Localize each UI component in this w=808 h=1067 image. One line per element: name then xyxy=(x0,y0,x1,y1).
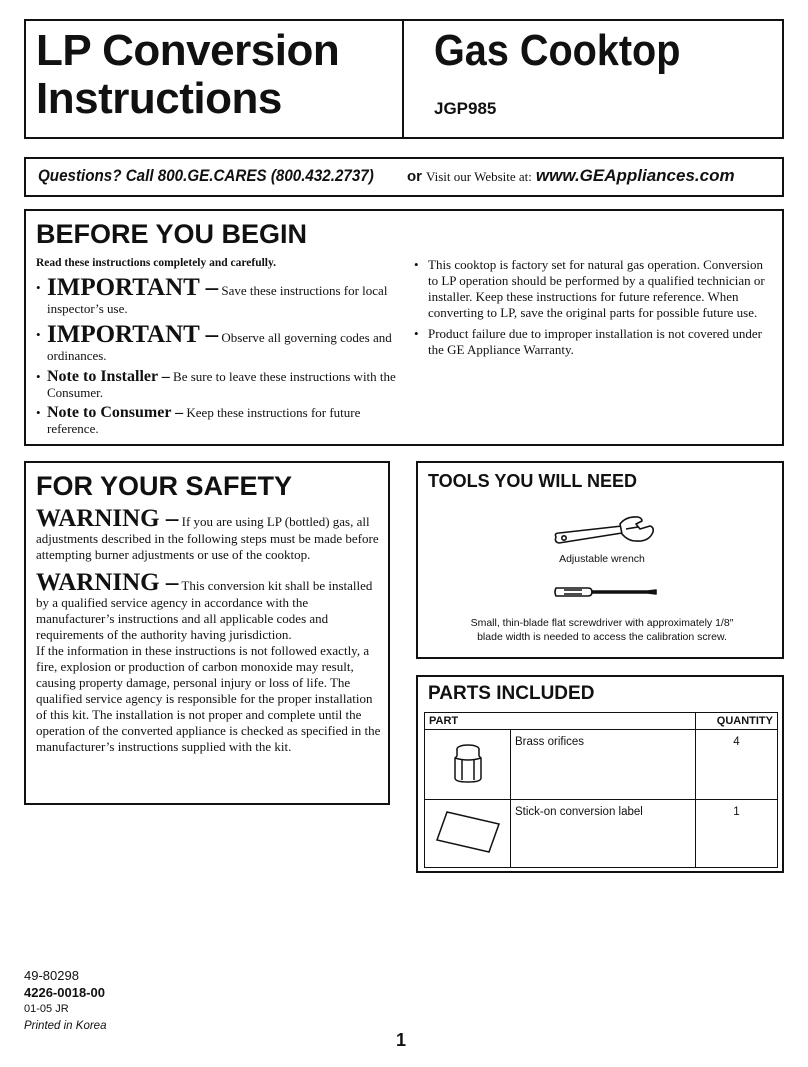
part-name: Brass orifices xyxy=(511,730,696,800)
important-item-2: • IMPORTANT – Observe all governing codes and ordinances. xyxy=(36,321,392,363)
warning-2: WARNING – This conversion kit shall be installed by a qualified service agency in accordance with the manufacturer’s instructions and all applicable codes and requirements of the authority having jurisdiction. xyxy=(36,569,373,642)
tools-section xyxy=(416,461,784,659)
part-quantity: 1 xyxy=(696,800,778,868)
installer-note: • Note to Installer – Be sure to leave these instructions with the Consumer. xyxy=(36,368,396,400)
part-name: Stick-on conversion label xyxy=(511,800,696,868)
title-line-2: Instructions xyxy=(36,74,282,123)
document-title xyxy=(36,27,339,123)
section-title: FOR YOUR SAFETY xyxy=(36,471,293,501)
part-image-cell xyxy=(425,730,511,800)
before-right-column xyxy=(414,257,774,363)
document-header xyxy=(24,19,784,139)
warning-1: WARNING – If you are using LP (bottled) gas, all adjustments described in the following steps must be made before attempting burner adjustments or use of the cooktop. xyxy=(36,505,379,562)
warning-keyword: WARNING – xyxy=(36,569,179,596)
screwdriver-icon xyxy=(552,581,662,603)
part-image-cell xyxy=(425,800,511,868)
contact-bar xyxy=(24,157,784,197)
header-divider xyxy=(402,21,404,137)
table-row xyxy=(425,730,778,800)
table-header-row xyxy=(425,713,778,730)
visit-text: Visit our Website at: xyxy=(426,169,532,184)
warning-2-followup: If the information in these instructions is not followed exactly, a fire, explosion or production of carbon monoxide may result, causing property damage, personal injury or loss of life. The qualified service agency is responsible for the proper installation of this kit. The installation is not proper and complete until the operation of the converted appliance is checked as specified in the manufacturer’s instructions supplied with the kit. xyxy=(36,643,381,754)
document-footer xyxy=(24,967,106,1035)
publication-number: 49-80298 xyxy=(24,968,79,983)
website-link[interactable]: www.GEAppliances.com xyxy=(535,166,735,185)
product-name: Gas Cooktop xyxy=(434,26,681,75)
screwdriver-caption: Small, thin-blade flat screwdriver with approximately 1/8″ blade width is needed to access the calibration screw. xyxy=(470,617,734,643)
factory-set-item: • This cooktop is factory set for natural gas operation. Conversion to LP operation should be performed by a qualified technician or installer. Keep these instructions for future reference. When converting to LP, save the original parts for possible future use. xyxy=(414,257,765,320)
important-item-1: • IMPORTANT – Save these instructions for local inspector’s use. xyxy=(36,274,388,316)
model-number: JGP985 xyxy=(434,99,497,118)
quantity-column-header: QUANTITY xyxy=(696,713,778,730)
safety-section xyxy=(24,461,390,805)
read-instructions-note: Read these instructions completely and carefully. xyxy=(36,257,276,269)
or-text: or xyxy=(407,168,422,185)
date-code: 01-05 JR xyxy=(24,1003,69,1015)
page-number: 1 xyxy=(396,1030,407,1050)
part-quantity: 4 xyxy=(696,730,778,800)
safety-body xyxy=(36,507,386,755)
brass-orifice-icon xyxy=(451,742,485,784)
parts-table xyxy=(424,712,778,868)
part-number: 4226-0018-00 xyxy=(24,985,105,1000)
phone-contact: Questions? Call 800.GE.CARES (800.432.2737) xyxy=(38,167,374,185)
parts-section xyxy=(416,675,784,873)
adjustable-wrench-icon xyxy=(552,513,662,551)
before-left-column xyxy=(36,257,401,437)
title-line-1: LP Conversion xyxy=(36,26,340,75)
warning-keyword: WARNING – xyxy=(36,505,179,532)
consumer-note: • Note to Consumer – Keep these instructions for future reference. xyxy=(36,404,361,436)
warranty-item: • Product failure due to improper installation is not covered under the GE Appliance Warranty. xyxy=(414,326,762,357)
section-title: PARTS INCLUDED xyxy=(428,683,595,704)
table-row xyxy=(425,800,778,868)
section-title: BEFORE YOU BEGIN xyxy=(36,219,308,249)
wrench-caption: Adjustable wrench xyxy=(559,553,645,565)
part-column-header: PART xyxy=(425,713,696,730)
section-title: TOOLS YOU WILL NEED xyxy=(428,471,638,491)
printed-location: Printed in Korea xyxy=(24,1020,107,1032)
before-you-begin-section xyxy=(24,209,784,446)
conversion-label-icon xyxy=(435,810,501,854)
